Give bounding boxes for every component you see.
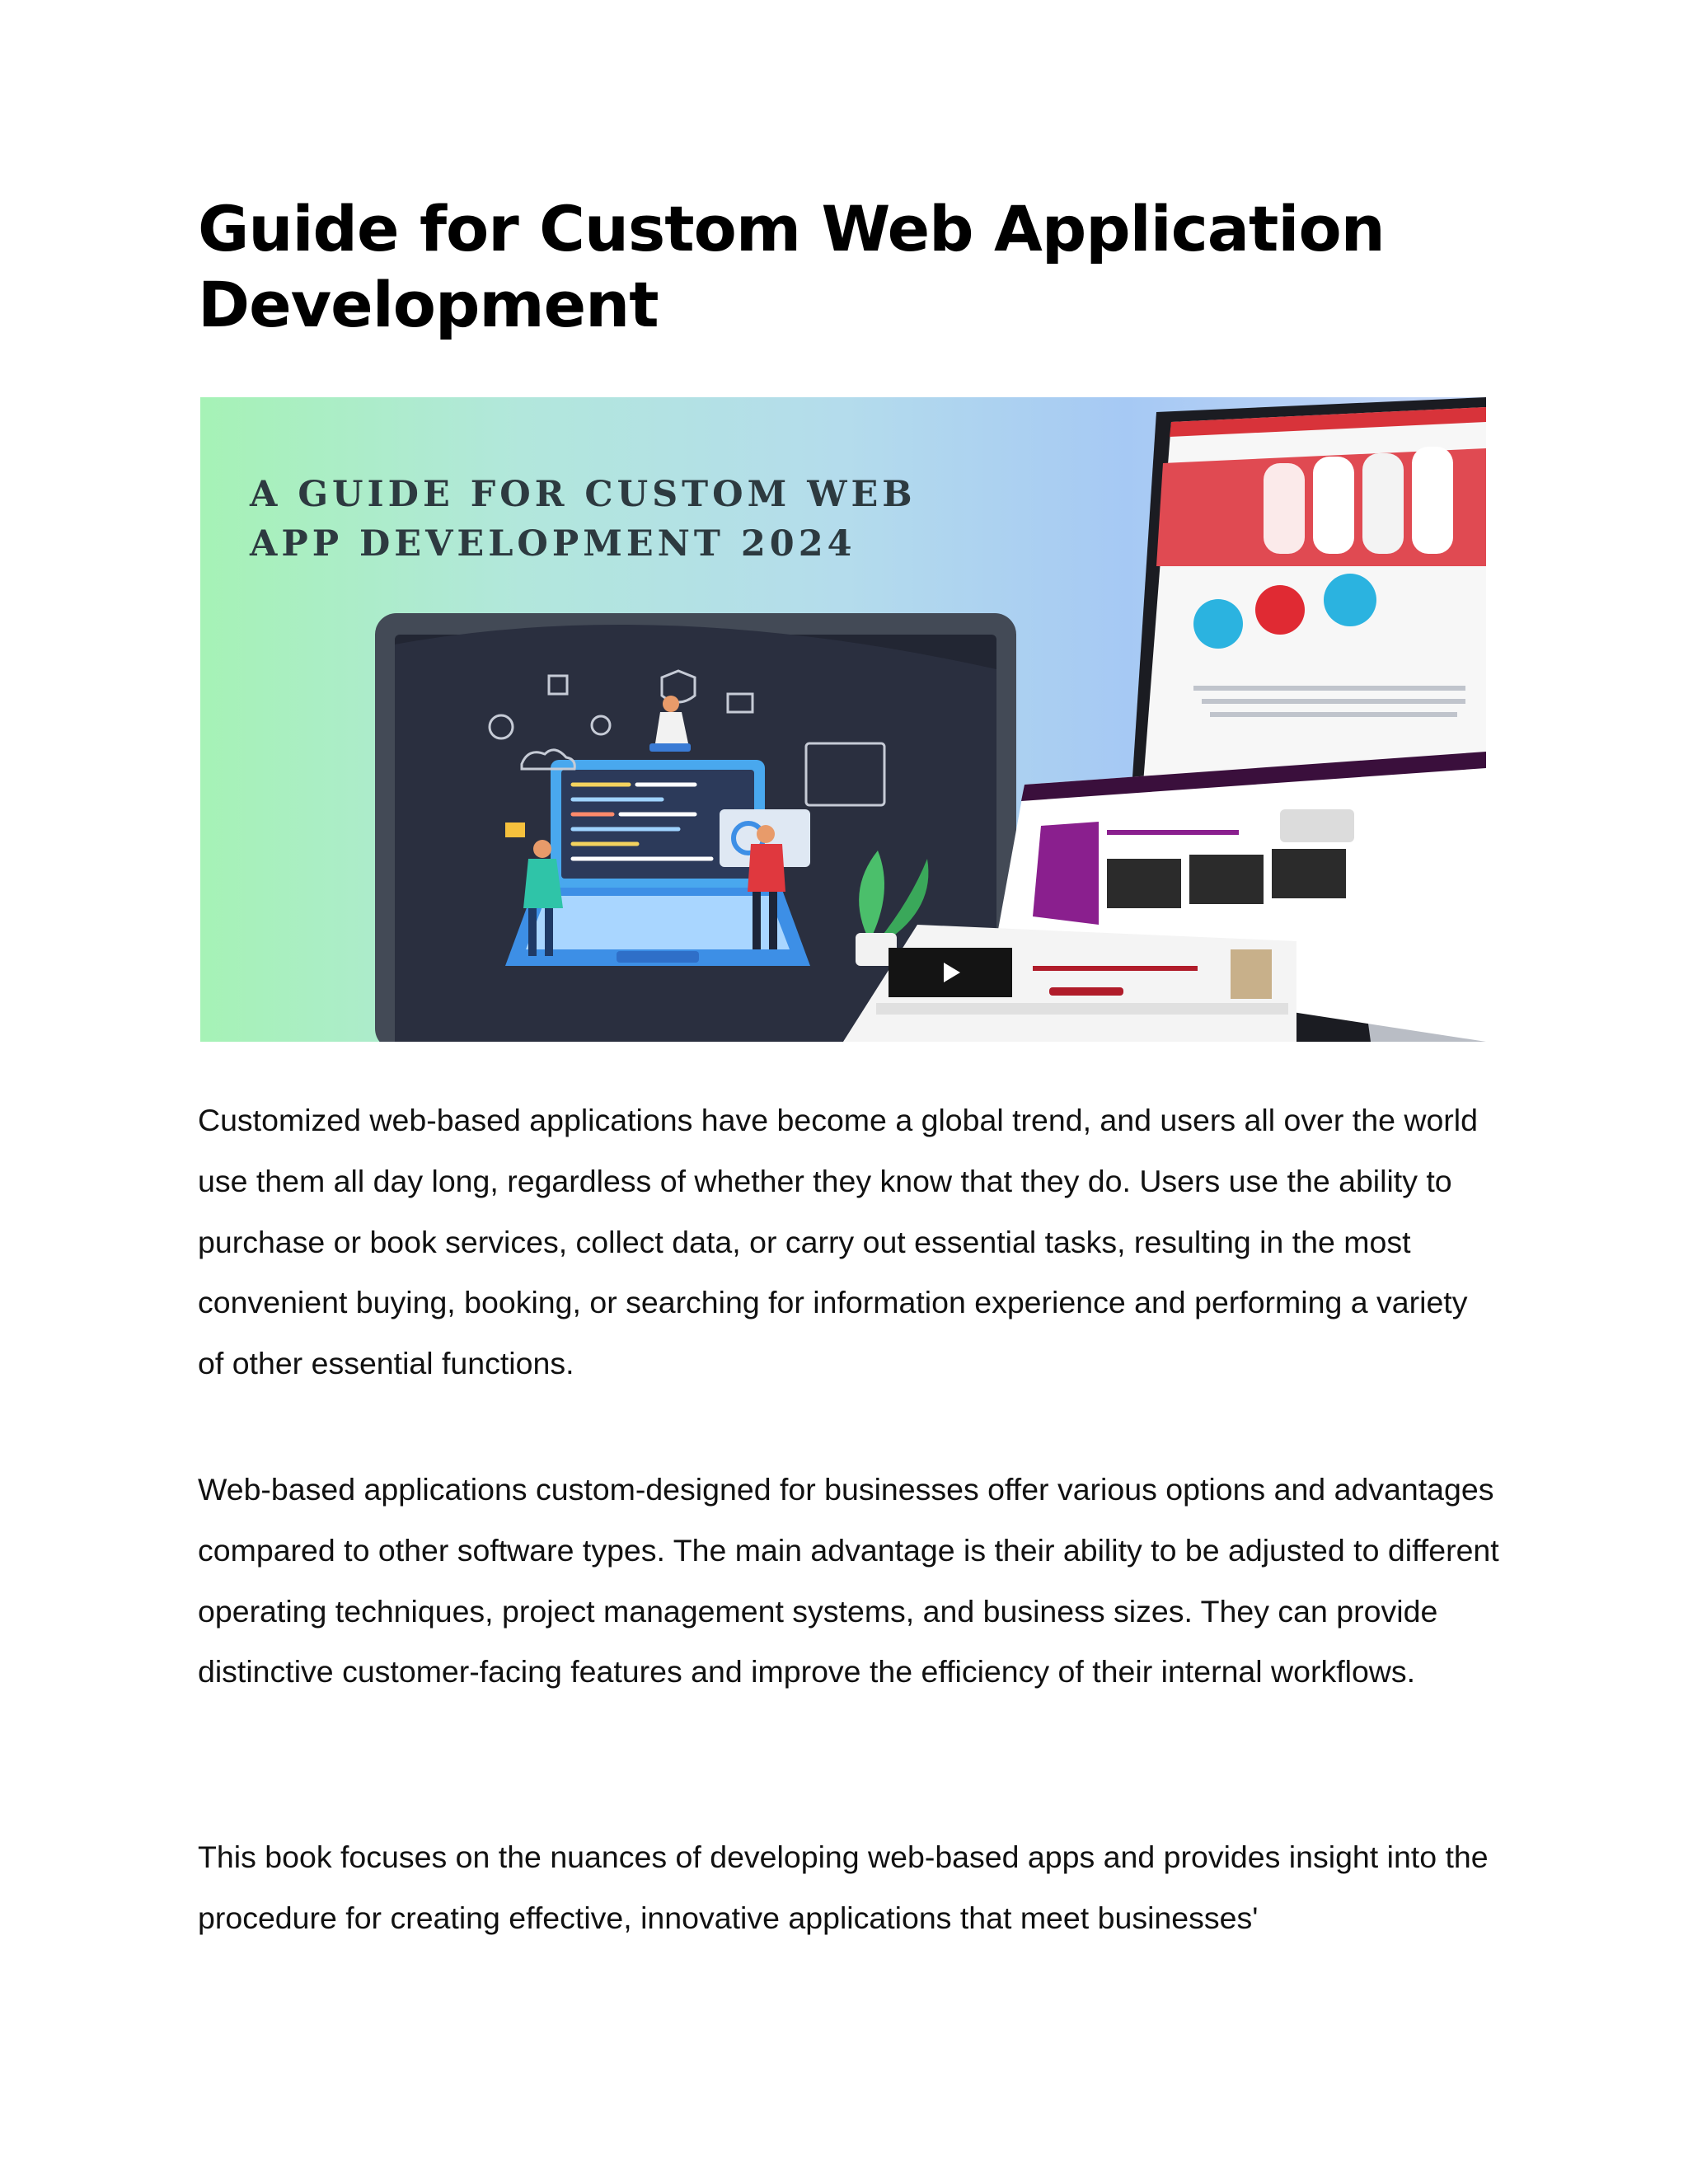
paragraph-2: Web-based applications custom-designed for businesses offer various options and advantages compared to other software types. The main advantage is their ability to be adjusted to different operating techniques, project management systems, and business sizes. They can provide distinctive customer-facing features and improve the efficiency of their internal workflows. xyxy=(198,1472,1499,1690)
paragraph-1: Customized web-based applications have become a global trend, and users all over the world use them all day long, regardless of whether they know that they do. Users use the ability to purchase or book services, collect data, or carry out essential tasks, resulting in the most convenient buying, booking, or searching for information experience and performing a variety of other essential functions. xyxy=(198,1103,1478,1381)
hero-banner-line-2: APP DEVELOPMENT 2024 xyxy=(250,523,856,565)
page-title: Guide for Custom Web Application Development xyxy=(198,192,1385,341)
website-screenshot-illustration-2 xyxy=(843,925,1296,1042)
paragraph-3: This book focuses on the nuances of developing web-based apps and provides insight into the procedure for creating effective, innovative applications that meet businesses' xyxy=(198,1840,1489,1935)
hero-image xyxy=(200,397,1486,1042)
hero-banner-text xyxy=(250,470,917,569)
hero-banner-line-1: A GUIDE FOR CUSTOM WEB xyxy=(250,474,917,515)
